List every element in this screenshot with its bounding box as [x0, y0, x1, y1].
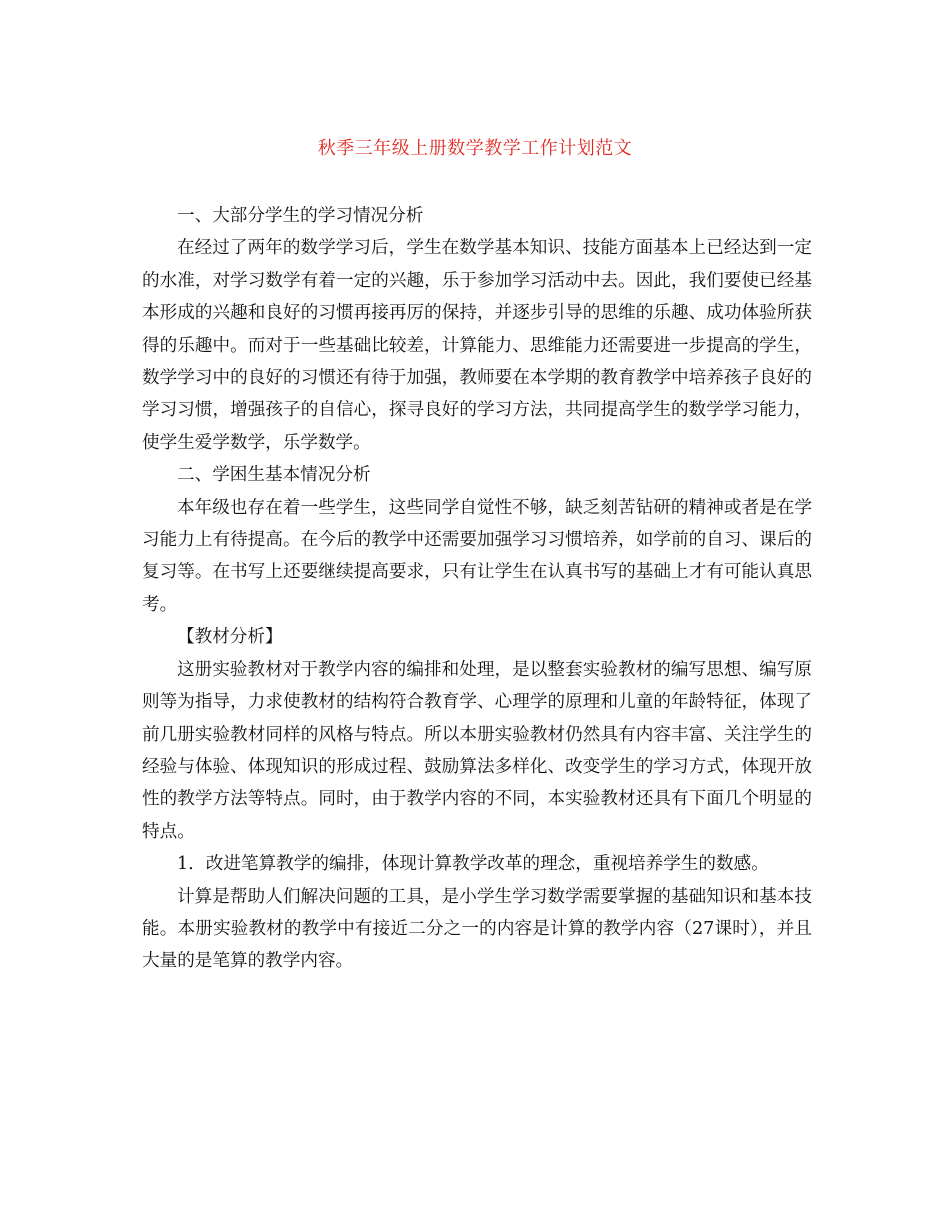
- paragraph-struggling-students: 本年级也存在着一些学生，这些同学自觉性不够，缺乏刻苦钻研的精神或者是在学习能力上有待提高。在今后的教学中还需要加强学习习惯培养，如学前的自习、课后的复习等。在书写上还要继续提高要求，只有让学生在认真书写的基础上才有可能认真思考。: [142, 497, 812, 615]
- paragraph-student-analysis: 在经过了两年的数学学习后，学生在数学基本知识、技能方面基本上已经达到一定的水准，对学习数学有着一定的兴趣，乐于参加学习活动中去。因此，我们要使已经基本形成的兴趣和良好的习惯再接再厉的保持，并逐步引导的思维的乐趣、成功体验所获得的乐趣中。而对于一些基础比较差，计算能力、思维能力还需要进一步提高的学生，数学学习中的良好的习惯还有待于加强，教师要在本学期的教育教学中培养孩子良好的学习习惯，增强孩子的自信心，探寻良好的学习方法，共同提高学生的数学学习能力，使学生爱学数学，乐学数学。: [142, 238, 812, 453]
- section-heading-student-analysis: 一、大部分学生的学习情况分析: [177, 206, 424, 226]
- section-heading-textbook-analysis: 【教材分析】: [177, 627, 283, 648]
- document-body: [142, 200, 812, 978]
- paragraph-calculation: 计算是帮助人们解决问题的工具，是小学生学习数学需要掌握的基础知识和基本技能。本册实验教材的教学中有接近二分之一的内容是计算的教学内容（27课时），并且大量的是笔算的教学内容。: [142, 886, 812, 972]
- list-item-written-calculation: 1．改进笔算教学的编排，体现计算教学改革的理念，重视培养学生的数感。: [177, 854, 769, 875]
- document-title: 秋季三年级上册数学教学工作计划范文: [317, 138, 633, 159]
- paragraph-textbook-analysis: 这册实验教材对于教学内容的编排和处理，是以整套实验教材的编写思想、编写原则等为指导，力求使教材的结构符合教育学、心理学的原理和儿童的年龄特征，体现了前几册实验教材同样的风格与特点。所以本册实验教材仍然具有内容丰富、关注学生的经验与体验、体现知识的形成过程、鼓励算法多样化、改变学生的学习方式，体现开放性的教学方法等特点。同时，由于教学内容的不同，本实验教材还具有下面几个明显的特点。: [142, 659, 812, 842]
- section-heading-struggling-students: 二、学困生基本情况分析: [177, 465, 371, 486]
